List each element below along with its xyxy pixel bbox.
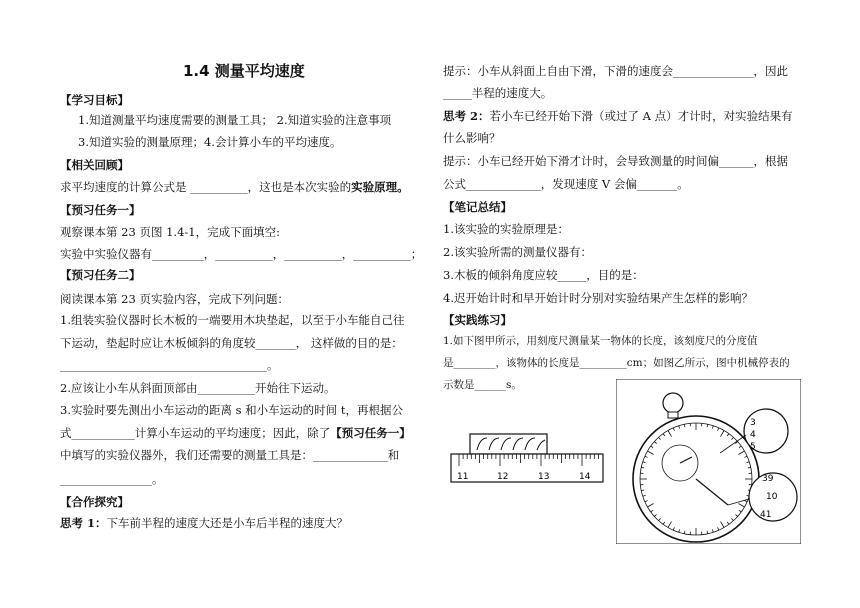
hint2-b: 公式_____________，发现速度 V 会偏_______。 [443,177,689,191]
stopwatch-figure [616,379,801,544]
task2-q3-b [60,426,411,440]
hint1-b: _____半程的速度大。 [443,86,553,100]
practice-heading: 【实践练习】 [443,313,512,327]
ruler-svg [447,432,607,494]
review-line [60,180,409,194]
notes-heading: 【笔记总结】 [443,200,512,214]
watch-outer-39: 39 [762,474,774,484]
task2-heading: 【预习任务二】 [60,268,141,282]
ruler-label-14: 14 [579,472,591,482]
task1-heading: 【预习任务一】 [60,203,141,217]
hint2-a: 提示：小车已经开始下滑才计时，会导致测量的时间偏______，根据 [443,154,788,168]
ruler-label-13: 13 [538,472,550,482]
goal-line-1: 1.知道测量平均速度需要的测量工具； 2.知道实验的注意事项 [78,113,392,127]
watch-inner-4: 4 [750,430,756,440]
practice-1-b: 是________，该物体的长度是_________cm；如图乙所示，图中机械停表的 [443,357,790,369]
task2-line-1: 阅读课本第 23 页实验内容，完成下列问题： [60,292,289,306]
review-heading: 【相关回顾】 [60,158,129,172]
note-1: 1.该实验的实验原理是： [443,222,569,236]
practice-1-c: 示数是______s。 [443,379,522,391]
ruler-figure [447,432,607,494]
task2-q1-c: ____________________________________。 [60,358,279,372]
note-4: 4.迟开始计时和早开始计时分别对实验结果产生怎样的影响？ [443,291,753,305]
think2-line-b: 什么影响？ [443,131,501,145]
watch-outer-10: 10 [766,492,778,502]
note-2: 2.该实验所需的测量仪器有： [443,245,592,259]
task2-q2: 2.应该让小车从斜面顶部由__________开始往下运动。 [60,381,336,395]
watch-outer-41: 41 [760,510,772,520]
stopwatch-svg [616,379,801,544]
watch-inner-5: 5 [750,442,756,452]
ruler-label-11: 11 [457,472,469,482]
task2-q1-b: 下运动，垫起时应让木板倾斜的角度较_______， 这样做的目的是： [60,336,403,350]
ruler-label-12: 12 [497,472,509,482]
hint1-a: 提示：小车从斜面上自由下滑，下滑的速度会______________，因此 [443,64,788,78]
goals-heading: 【学习目标】 [60,93,129,107]
review-text: 求平均速度的计算公式是 __________，这也是本次实验的 [60,180,352,194]
review-bold: 实验原理。 [351,180,409,194]
task2-q3-c: 中填写的实验仪器外，我们还需要的测量工具是：_____________和 [60,448,400,462]
think1-label: 思考 1： [60,516,107,530]
think2-label: 思考 2： [443,109,490,123]
task2-q1-a: 1.组装实验仪器时长木板的一端要用木块垫起，以至于小车能自己往 [60,313,405,327]
practice-1-a: 1.如下图甲所示，用刻度尺测量某一物体的长度，该刻度尺的分度值 [443,335,758,347]
task1-line-2: 实验中实验仪器有_________，__________，__________，__________； [60,247,423,261]
task2-q3-b-bold: 【预习任务一】 [330,426,411,440]
goal-line-2: 3.知道实验的测量原理；4.会计算小车的平均速度。 [78,135,342,149]
coop-heading: 【合作探究】 [60,495,129,509]
think2-line-a [443,109,793,123]
measured-object [470,434,547,454]
stopwatch-stem [668,412,678,418]
think1-line [60,516,348,530]
watch-inner-3: 3 [750,418,756,428]
task2-q3-d: ________________。 [60,472,164,486]
task2-q3-a: 3.实验时要先测出小车运动的距离 s 和小车运动的时间 t，再根据公 [60,403,403,417]
think1-text: 下车前半程的速度大还是小车后半程的速度大？ [106,516,349,530]
think2-text-a: 若小车已经开始下滑（或过了 A 点）才计时，对实验结果有 [489,109,793,123]
task2-q3-b-text: 式___________计算小车运动的平均速度；因此，除了 [60,426,331,440]
page-title: 1.4 测量平均速度 [183,62,305,80]
task1-line-1: 观察课本第 23 页图 1.4-1，完成下面填空: [60,225,280,239]
note-3: 3.木板的倾斜角度应较_____，目的是： [443,268,644,282]
stopwatch-crown [663,393,683,413]
